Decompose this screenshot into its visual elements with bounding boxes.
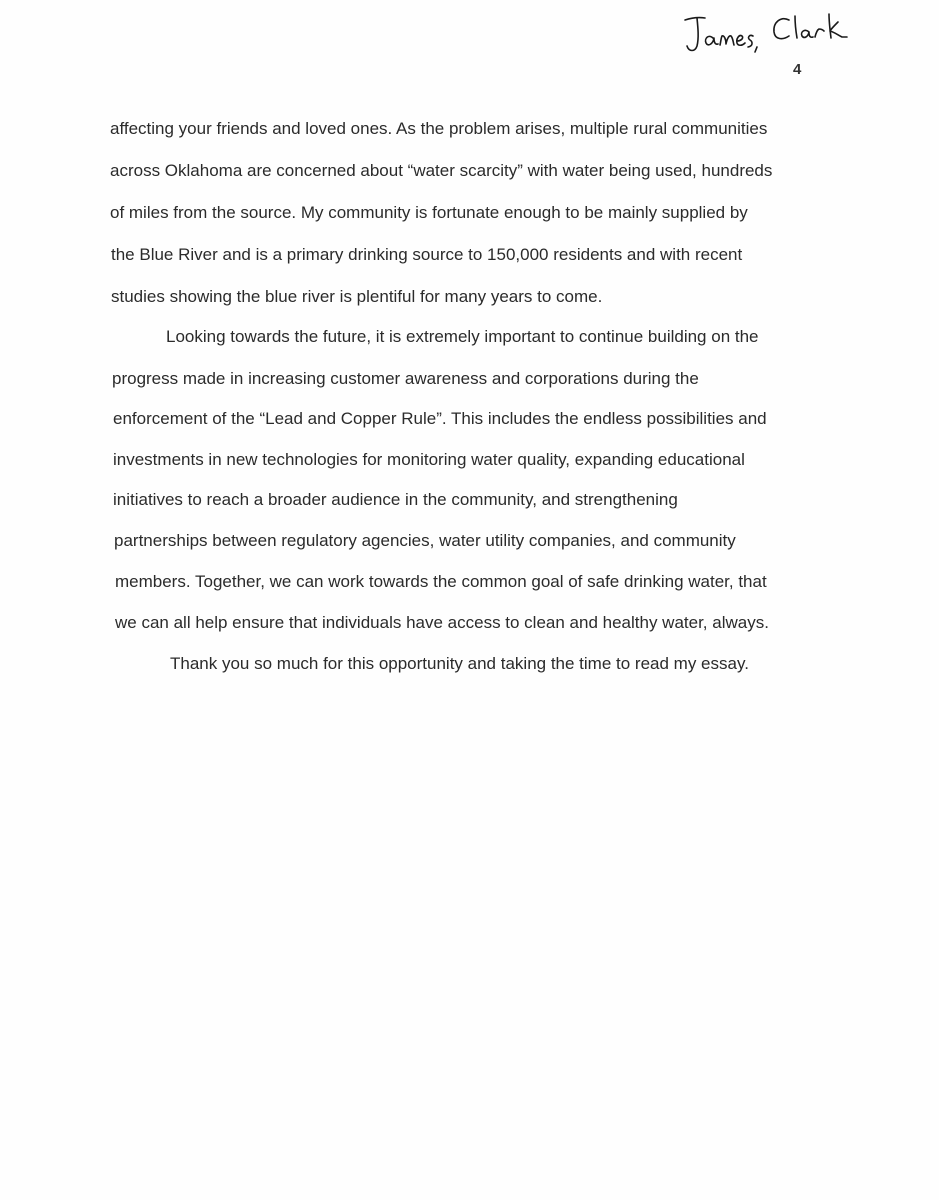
signature-icon — [675, 8, 860, 58]
body-line: across Oklahoma are concerned about “water scarcity” with water being used, hundreds — [110, 161, 773, 180]
body-line: investments in new technologies for monitoring water quality, expanding educational — [113, 450, 745, 469]
body-line: affecting your friends and loved ones. As the problem arises, multiple rural communities — [110, 119, 768, 138]
body-line: progress made in increasing customer awareness and corporations during the — [112, 369, 699, 388]
body-line: enforcement of the “Lead and Copper Rule”. This includes the endless possibilities and — [113, 409, 767, 428]
body-line: partnerships between regulatory agencies, water utility companies, and community — [114, 531, 736, 550]
body-line: of miles from the source. My community is fortunate enough to be mainly supplied by — [110, 203, 748, 222]
body-line: studies showing the blue river is plentiful for many years to come. — [111, 287, 603, 306]
body-line: we can all help ensure that individuals have access to clean and healthy water, always. — [115, 613, 769, 632]
body-line: the Blue River and is a primary drinking source to 150,000 residents and with recent — [111, 245, 743, 264]
body-line: members. Together, we can work towards the common goal of safe drinking water, that — [115, 572, 767, 591]
body-line: initiatives to reach a broader audience in the community, and strengthening — [113, 490, 678, 509]
page-number: 4 — [793, 61, 802, 78]
body-line: Looking towards the future, it is extremely important to continue building on the — [166, 327, 759, 346]
handwritten-signature — [675, 8, 860, 58]
body-line: Thank you so much for this opportunity and taking the time to read my essay. — [170, 654, 749, 673]
